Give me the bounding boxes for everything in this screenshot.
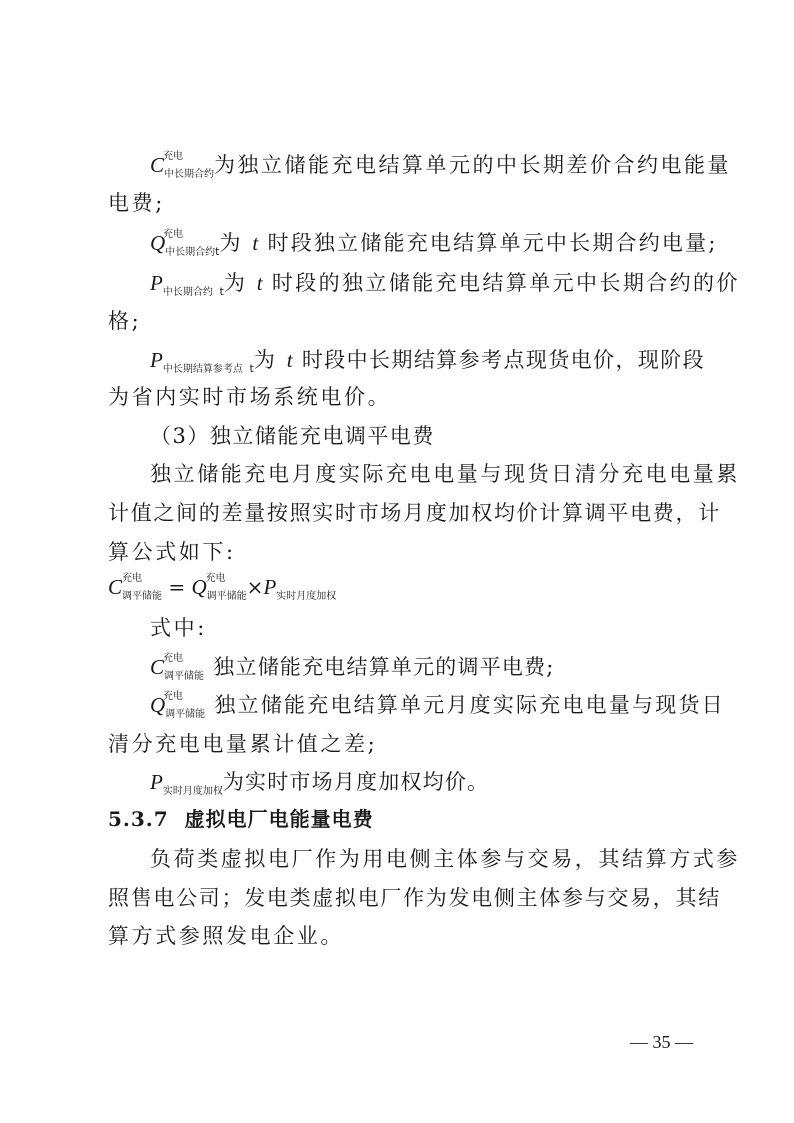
para2-line1 (150, 844, 740, 874)
formula-p-term (263, 574, 336, 610)
definition-text: 为 (253, 348, 278, 372)
definition-text: 为 (219, 231, 244, 255)
subscript-t: t (249, 362, 254, 375)
subscript: 中长期结算参考点 (162, 364, 243, 375)
section-number: 5.3.7 (108, 807, 169, 831)
def-q-adjust-line2 (108, 729, 694, 759)
para2-line3 (108, 921, 694, 951)
item-3-title (150, 421, 694, 451)
def-p-refpoint-line2 (108, 382, 694, 412)
symbol-letter: P (150, 271, 163, 295)
symbol-letter: Q (191, 575, 207, 599)
definition-text: 电费; (108, 191, 165, 215)
paragraph-text: 独立储能充电月度实际充电电量与现货日清分充电电量累 (150, 462, 740, 486)
definition-text: 时段独立储能充电结算单元中长期合约电量; (267, 231, 718, 255)
item-title-text: （3）独立储能充电调平电费 (150, 424, 435, 448)
def-q-adjust-line1 (150, 690, 725, 720)
definition-text: 时段中长期结算参考点现货电价，现阶段 (301, 348, 706, 372)
superscript: 充电 (205, 573, 226, 584)
definition-text: 独立储能充电结算单元的调平电费; (213, 655, 555, 679)
superscript: 充电 (163, 151, 183, 162)
definition-text: 独立储能充电结算单元月度实际充电电量与现货日 (214, 693, 725, 717)
def-p-monthly (150, 767, 694, 797)
formula-q-term (192, 574, 247, 610)
symbol-letter: C (108, 575, 123, 599)
def-c-midlong-line2 (108, 188, 694, 218)
subscript: 实时月度加权 (276, 591, 337, 602)
symbol-letter: P (150, 348, 163, 372)
superscript: 充电 (163, 653, 183, 664)
para1-line1 (150, 459, 740, 489)
def-q-midlong (150, 228, 718, 258)
paragraph-text: 计值之间的差量按照实时市场月度加权均价计算调平电费，计 (108, 501, 721, 525)
symbol-p-refpoint (150, 345, 254, 385)
subscript: 中长期合约 (162, 287, 213, 298)
superscript: 充电 (122, 573, 142, 584)
time-variable: t (256, 271, 263, 295)
para1-line2 (108, 498, 721, 528)
multiply-sign: × (246, 575, 264, 599)
definition-text: 为省内实时市场系统电价。 (108, 385, 392, 409)
subscript: 调平储能 (165, 709, 206, 720)
paragraph-text: 算公式如下: (108, 540, 236, 564)
subscript: 调平储能 (122, 591, 163, 602)
superscript: 充电 (163, 229, 183, 240)
def-c-adjust (150, 652, 694, 682)
symbol-letter: Q (150, 231, 166, 255)
def-p-midlong-line1 (150, 268, 740, 298)
subscript: 实时月度加权 (162, 786, 223, 797)
symbol-p-monthly (150, 767, 223, 807)
symbol-letter: P (150, 770, 163, 794)
symbol-p-midlong (150, 268, 224, 308)
def-p-midlong-line2 (108, 306, 694, 336)
subscript: 调平储能 (164, 671, 205, 682)
def-c-midlong-line1 (150, 150, 732, 180)
paragraph-text: 算方式参照发电企业。 (108, 924, 344, 948)
symbol-q-midlong (150, 228, 220, 268)
superscript: 充电 (163, 691, 183, 702)
symbol-letter: Q (150, 693, 166, 717)
where-label (150, 613, 694, 643)
paragraph-text: 负荷类虚拟电厂作为用电侧主体参与交易，其结算方式参 (150, 847, 740, 871)
para1-line3 (108, 537, 694, 567)
subscript-t: t (215, 245, 220, 258)
def-p-refpoint-line1 (150, 345, 706, 375)
section-title: 虚拟电厂电能量电费 (184, 807, 374, 831)
definition-text: 清分充电电量累计值之差; (108, 732, 378, 756)
formula-adjust-fee (108, 574, 336, 610)
subscript-t: t (219, 285, 224, 298)
symbol-q-adjust (150, 690, 205, 730)
definition-text: 为独立储能充电结算单元的中长期差价合约电能量 (214, 153, 732, 177)
time-variable: t (286, 348, 293, 372)
subscript: 中长期合约 (165, 247, 216, 258)
para2-line2 (108, 883, 721, 913)
section-heading (108, 804, 374, 834)
where-text: 式中: (150, 616, 207, 640)
symbol-letter: C (150, 655, 165, 679)
subscript: 中长期合约 (164, 169, 215, 180)
symbol-c-midlong (150, 150, 214, 190)
equals-sign: = (168, 575, 186, 599)
definition-text: 时段的独立储能充电结算单元中长期合约的价 (271, 271, 740, 295)
subscript: 调平储能 (206, 591, 247, 602)
page-number: — 35 — (630, 1032, 693, 1052)
formula-lhs (108, 574, 162, 610)
definition-text: 格; (108, 309, 142, 333)
definition-text: 为实时市场月度加权均价。 (222, 770, 490, 794)
symbol-letter: C (150, 153, 165, 177)
definition-text: 为 (223, 271, 248, 295)
time-variable: t (252, 231, 259, 255)
symbol-letter: P (263, 575, 277, 599)
paragraph-text: 照售电公司；发电类虚拟电厂作为发电侧主体参与交易，其结 (108, 886, 721, 910)
